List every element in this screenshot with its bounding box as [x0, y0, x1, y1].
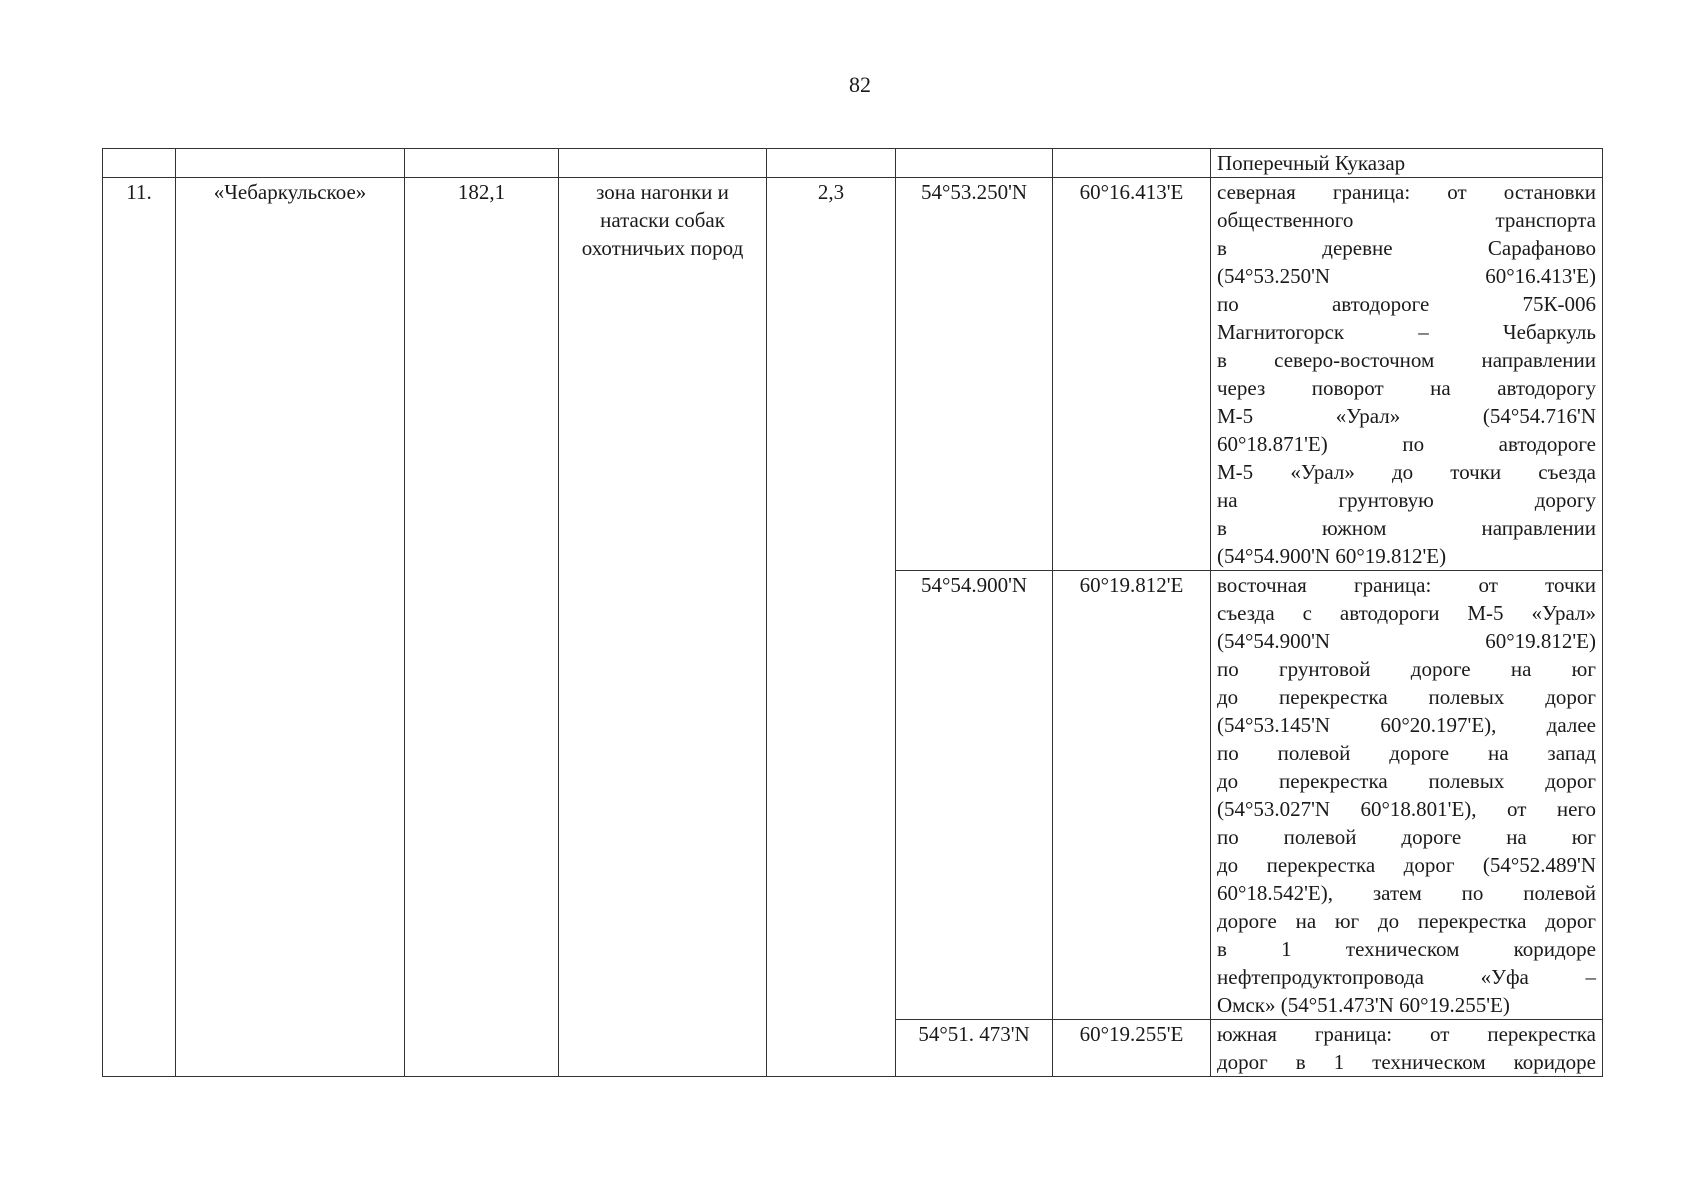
description-line: в северо-восточном направлении — [1217, 348, 1596, 372]
description-line: до перекрестка дорог (54°52.489'N — [1217, 853, 1596, 877]
description-line: в 1 техническом коридоре — [1217, 937, 1596, 961]
table-row — [103, 149, 1603, 178]
top-row-description: Поперечный Куказар — [1211, 149, 1603, 178]
description-line: до перекрестка полевых дорог — [1217, 685, 1596, 709]
description-line: по грунтовой дороге на юг — [1217, 657, 1596, 681]
table-cell — [103, 149, 176, 178]
description-line: 60°18.542'E), затем по полевой — [1217, 881, 1596, 905]
entry-name: «Чебаркульское» — [176, 178, 405, 1077]
boundary-description — [1211, 1020, 1603, 1077]
description-line: по полевой дороге на запад — [1217, 741, 1596, 765]
description-line: съезда с автодороги М-5 «Урал» — [1217, 601, 1596, 625]
page-number: 82 — [849, 72, 871, 97]
description-line: общественного транспорта — [1217, 208, 1596, 232]
description-line: М-5 «Урал» до точки съезда — [1217, 460, 1596, 484]
description-line: 60°18.871'E) по автодороге — [1217, 432, 1596, 456]
boundary-description — [1211, 571, 1603, 1020]
description-line: Магнитогорск – Чебаркуль — [1217, 320, 1596, 344]
description-line: (54°54.900'N 60°19.812'E) — [1217, 544, 1447, 568]
table-cell — [176, 149, 405, 178]
table-row — [103, 178, 1603, 571]
description-line: на грунтовую дорогу — [1217, 488, 1596, 512]
description-line: (54°54.900'N 60°19.812'E) — [1217, 629, 1596, 653]
description-line: восточная граница: от точки — [1217, 573, 1596, 597]
boundary-lon: 60°16.413'E — [1053, 178, 1211, 571]
boundaries-table — [102, 148, 1603, 1077]
description-line: (54°53.250'N 60°16.413'E) — [1217, 264, 1596, 288]
boundary-lat: 54°53.250'N — [896, 178, 1053, 571]
description-line: нефтепродуктопровода «Уфа – — [1217, 965, 1596, 989]
entry-value: 2,3 — [767, 178, 896, 1077]
boundary-lat: 54°54.900'N — [896, 571, 1053, 1020]
description-line: М-5 «Урал» (54°54.716'N — [1217, 404, 1596, 428]
table-cell — [896, 149, 1053, 178]
table-cell — [405, 149, 559, 178]
entry-area: 182,1 — [405, 178, 559, 1077]
description-line: северная граница: от остановки — [1217, 180, 1596, 204]
table-cell — [1053, 149, 1211, 178]
description-line: (54°53.145'N 60°20.197'E), далее — [1217, 713, 1596, 737]
description-line: дороге на юг до перекрестка дорог — [1217, 909, 1596, 933]
boundary-lon: 60°19.255'E — [1053, 1020, 1211, 1077]
description-line: по полевой дороге на юг — [1217, 825, 1596, 849]
table-cell — [767, 149, 896, 178]
table-cell — [559, 149, 767, 178]
boundary-lon: 60°19.812'E — [1053, 571, 1211, 1020]
description-line: в деревне Сарафаново — [1217, 236, 1596, 260]
boundary-description — [1211, 178, 1603, 571]
description-line: южная граница: от перекрестка — [1217, 1022, 1596, 1046]
description-line: до перекрестка полевых дорог — [1217, 769, 1596, 793]
description-line: в южном направлении — [1217, 516, 1596, 540]
description-line: (54°53.027'N 60°18.801'E), от него — [1217, 797, 1596, 821]
entry-number: 11. — [103, 178, 176, 1077]
entry-purpose: зона нагонки и натаски собак охотничьих пород — [559, 178, 767, 1077]
description-line: дорог в 1 техническом коридоре — [1217, 1050, 1596, 1074]
description-line: по автодороге 75К-006 — [1217, 292, 1596, 316]
description-line: через поворот на автодорогу — [1217, 376, 1596, 400]
description-line: Омск» (54°51.473'N 60°19.255'E) — [1217, 993, 1510, 1017]
boundary-lat: 54°51. 473'N — [896, 1020, 1053, 1077]
